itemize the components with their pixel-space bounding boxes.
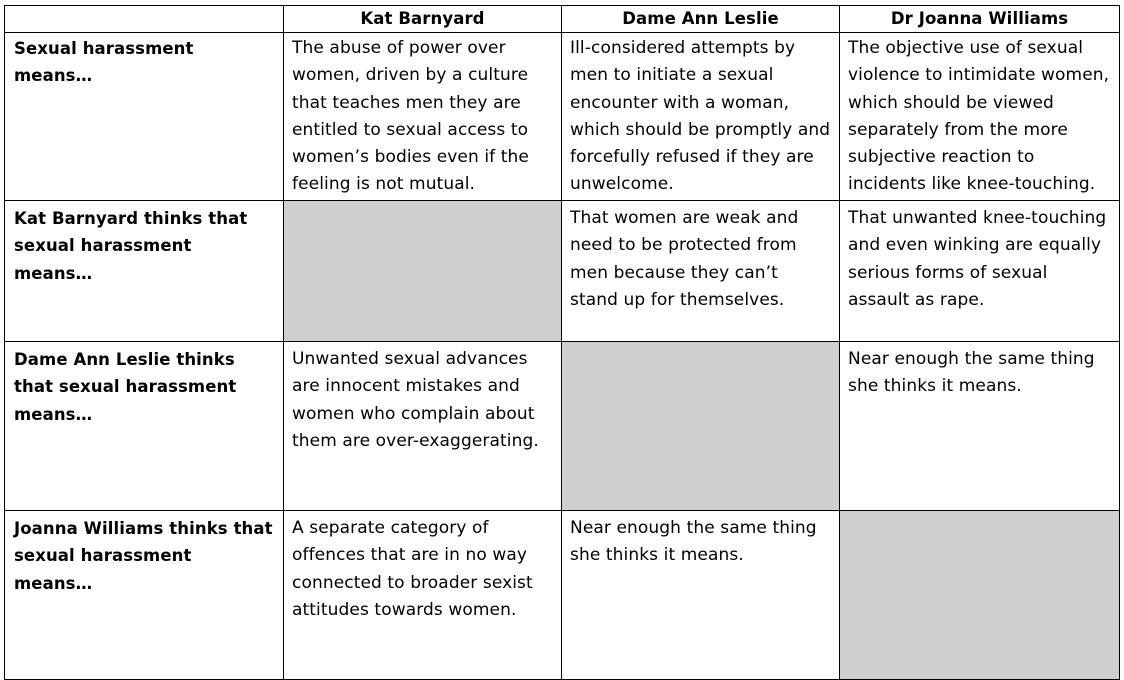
table-cell: That women are weak and need to be protected from men because they can’t stand up for themselves. [562, 201, 840, 342]
table-row [5, 201, 1120, 342]
shaded-cell [840, 511, 1120, 680]
table-cell: Near enough the same thing she thinks it means. [562, 511, 840, 680]
row-header-dame-ann-leslie-thinks: Dame Ann Leslie thinks that sexual harassment means… [5, 342, 284, 511]
table-cell: That unwanted knee-touching and even winking are equally serious forms of sexual assault as rape. [840, 201, 1120, 342]
comparison-table-container [4, 5, 1120, 680]
column-header-dr-joanna-williams: Dr Joanna Williams [840, 6, 1120, 33]
table-row [5, 511, 1120, 680]
row-header-joanna-williams-thinks: Joanna Williams thinks that sexual harassment means… [5, 511, 284, 680]
table-cell: The objective use of sexual violence to intimidate women, which should be viewed separately from the more subjective reaction to incidents like knee-touching. [840, 33, 1120, 201]
table-cell: The abuse of power over women, driven by a culture that teaches men they are entitled to sexual access to women’s bodies even if the feeling is not mutual. [284, 33, 562, 201]
table-cell: A separate category of offences that are in no way connected to broader sexist attitudes towards women. [284, 511, 562, 680]
table-cell: Near enough the same thing she thinks it means. [840, 342, 1120, 511]
table-cell: Unwanted sexual advances are innocent mistakes and women who complain about them are over-exaggerating. [284, 342, 562, 511]
shaded-cell [562, 342, 840, 511]
table-row [5, 342, 1120, 511]
table-cell: Ill-considered attempts by men to initiate a sexual encounter with a woman, which should be promptly and forcefully refused if they are unwelcome. [562, 33, 840, 201]
column-header-kat-barnyard: Kat Barnyard [284, 6, 562, 33]
row-header-sexual-harassment-means: Sexual harassment means… [5, 33, 284, 201]
row-header-kat-barnyard-thinks: Kat Barnyard thinks that sexual harassment means… [5, 201, 284, 342]
column-header-dame-ann-leslie: Dame Ann Leslie [562, 6, 840, 33]
comparison-table [4, 5, 1120, 680]
header-row [5, 6, 1120, 33]
shaded-cell [284, 201, 562, 342]
header-corner-cell [5, 6, 284, 33]
table-row [5, 33, 1120, 201]
